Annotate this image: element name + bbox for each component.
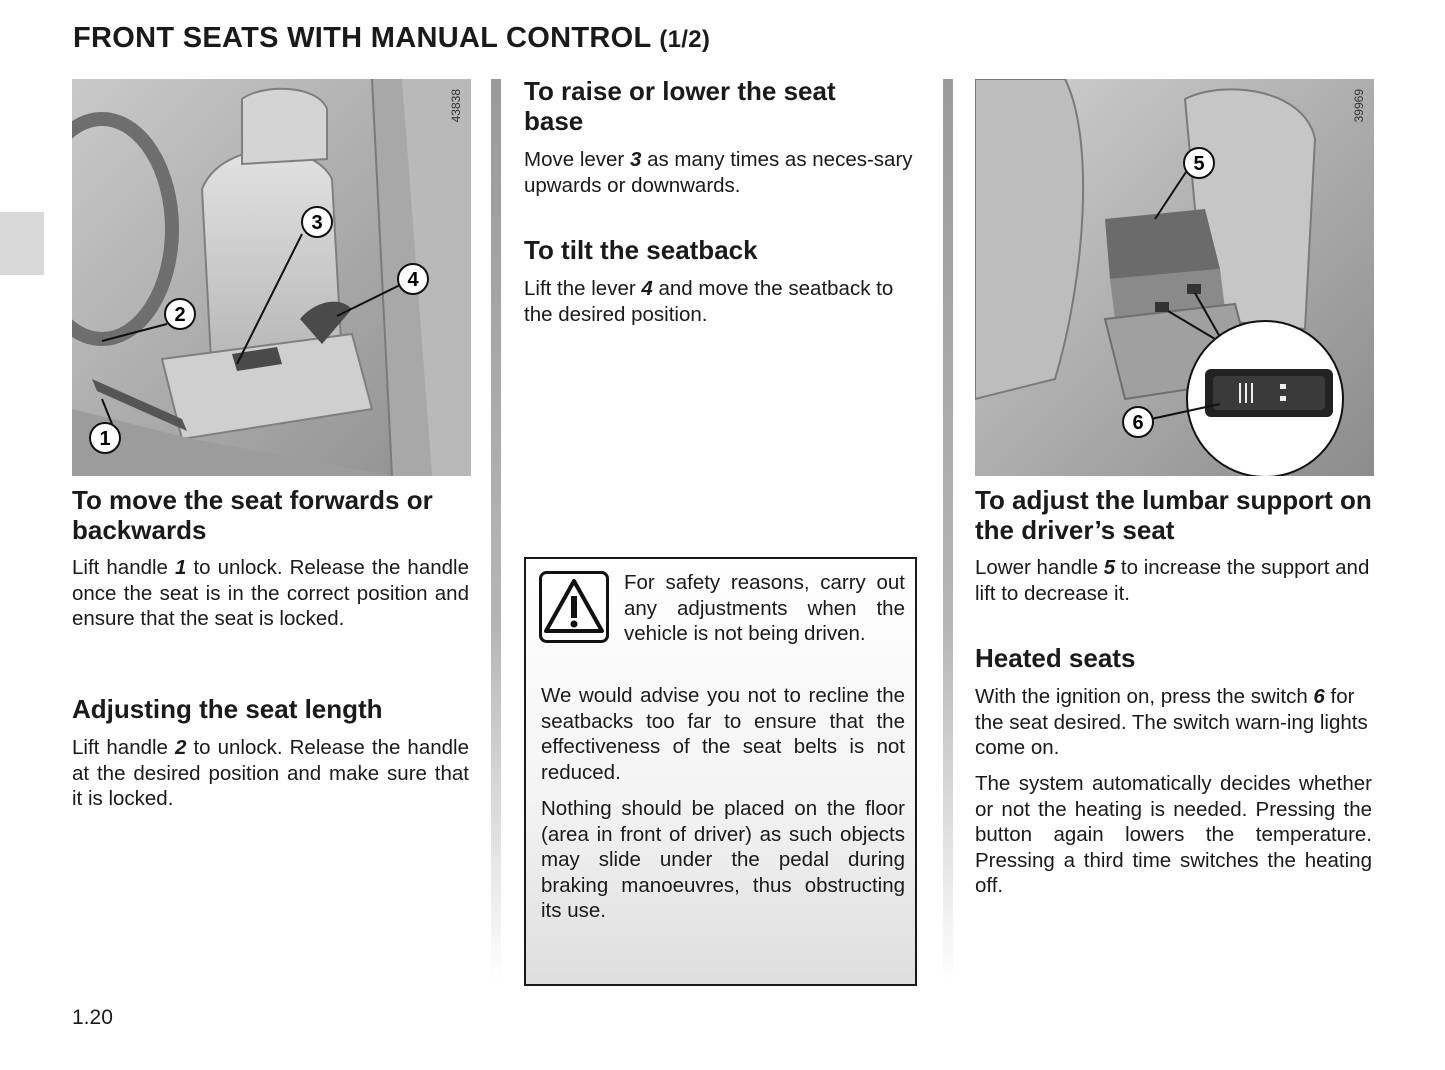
svg-text:2: 2 [174, 304, 186, 326]
callout-4 [398, 264, 428, 294]
page-title-text: FRONT SEATS WITH MANUAL CONTROL [73, 22, 651, 54]
svg-text:5: 5 [1193, 153, 1205, 175]
figure-code-right: 39969 [1352, 89, 1366, 123]
page-number: 1.20 [72, 1006, 113, 1029]
text-raise-seat: Move lever 3 as many times as neces-sary upwards or downwards. [524, 148, 913, 197]
column-divider-left [491, 79, 501, 984]
seat-controls-illustration [72, 79, 471, 476]
callout-2 [165, 299, 195, 329]
svg-text:6: 6 [1132, 412, 1144, 434]
warning-text-2: We would advise you not to recline the seatbacks too far to ensure that the effectiveness of the seat belts is not reduced. [541, 684, 905, 784]
heading-seat-length: Adjusting the seat length [72, 694, 383, 724]
heading-tilt-seatback: To tilt the seatback [524, 235, 758, 265]
heading-move-seat: To move the seat forwards or backwards [72, 485, 433, 545]
page-title-part: (1/2) [659, 26, 711, 53]
text-seat-length: Lift handle 2 to unlock. Release the handle at the desired position and make sure that it is locked. [72, 736, 469, 810]
warning-triangle-icon [539, 571, 609, 643]
text-move-seat: Lift handle 1 to unlock. Release the handle once the seat is in the correct position and ensure that the seat is locked. [72, 556, 469, 630]
safety-warning-box [524, 557, 917, 986]
svg-text:3: 3 [311, 212, 323, 234]
text-heated-seats-1: With the ignition on, press the switch 6 for the seat desired. The switch warn-ing lights come on. [975, 685, 1368, 759]
callout-5 [1184, 148, 1214, 178]
heading-raise-seat: To raise or lower the seat base [524, 76, 836, 136]
text-lumbar-support: Lower handle 5 to increase the support and lift to decrease it. [975, 556, 1370, 605]
text-tilt-seatback: Lift the lever 4 and move the seatback to the desired position. [524, 277, 894, 326]
column-divider-right [943, 79, 953, 984]
lumbar-heated-seat-illustration [975, 79, 1374, 476]
svg-text:4: 4 [407, 269, 419, 291]
figure-code-left: 43838 [449, 89, 463, 123]
heading-heated-seats: Heated seats [975, 643, 1136, 673]
callout-6 [1123, 407, 1153, 437]
callout-1 [90, 423, 120, 453]
page-title [73, 22, 710, 55]
warning-text-1: For safety reasons, carry out any adjustments when the vehicle is not being driven. [624, 571, 905, 645]
callout-3 [302, 207, 332, 237]
heading-lumbar-support: To adjust the lumbar support on the driver’s seat [975, 485, 1372, 545]
chapter-tab [0, 212, 44, 275]
warning-text-3: Nothing should be placed on the floor (area in front of driver) as such objects may slide under the pedal during braking manoeuvres, thus obstructing its use. [541, 797, 905, 922]
svg-text:1: 1 [99, 428, 111, 450]
text-heated-seats-2: The system automatically decides whether or not the heating is needed. Pressing the button again lowers the temperature. Pressing a third time switches the heating off. [975, 772, 1372, 897]
